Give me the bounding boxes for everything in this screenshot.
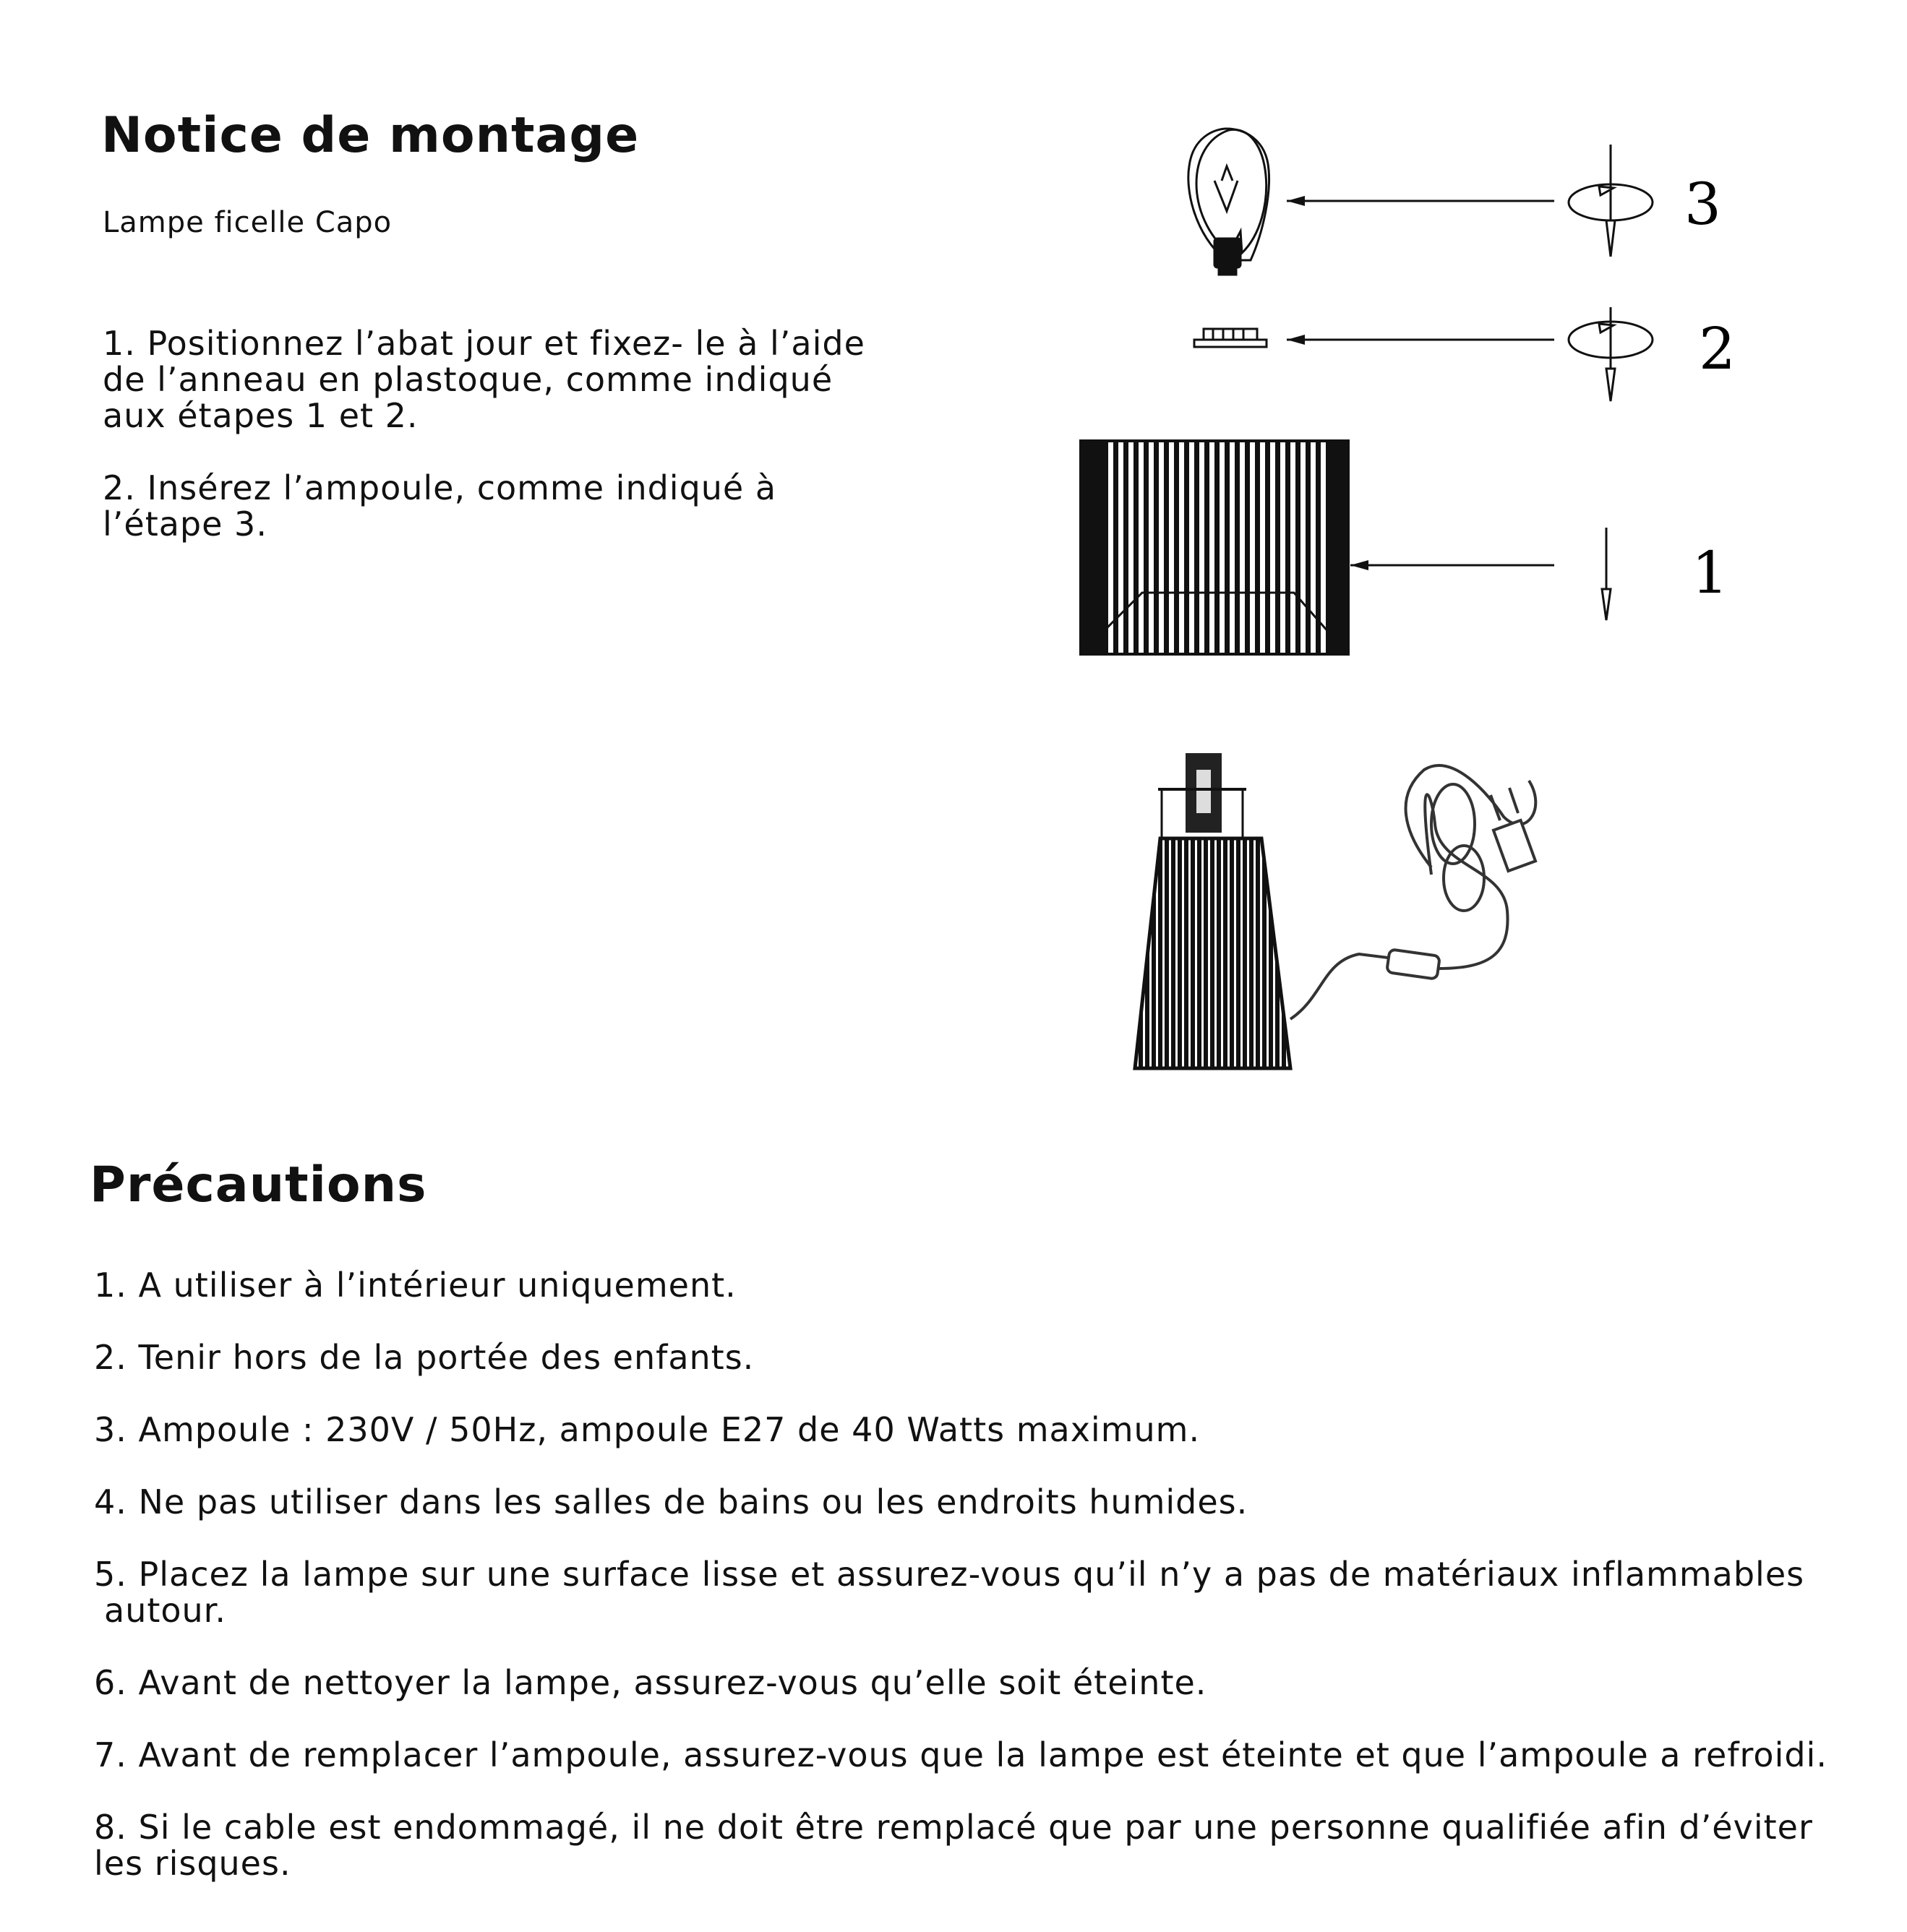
precaution-item: 2. Tenir hors de la portée des enfants.	[94, 1338, 755, 1377]
precaution-item-5-line1: 5. Placez la lampe sur une surface lisse et assurez-vous qu’il n’y a pas de matériaux inflammables	[94, 1555, 1805, 1594]
precaution-item: 7. Avant de remplacer l’ampoule, assurez-vous que la lampe est éteinte et que l’ampoule a refroidi.	[94, 1735, 1827, 1774]
step-label-1: 1	[1692, 539, 1728, 606]
precaution-item-5-line2: autour.	[104, 1591, 226, 1630]
assembly-step: 1. Positionnez l’abat jour et fixez- le à l’aide de l’anneau en plastoque, comme indiqué aux étapes 1 et 2.	[103, 324, 865, 435]
precaution-item: 6. Avant de nettoyer la lampe, assurez-vous qu’elle soit éteinte.	[94, 1663, 1207, 1702]
lampshade-icon	[1081, 441, 1348, 654]
precautions-list	[94, 1267, 1880, 1918]
page-title: Notice de montage	[101, 107, 640, 164]
bulb-icon	[1188, 129, 1269, 275]
down-arrow-icon	[1602, 589, 1611, 620]
precaution-item	[94, 1809, 1880, 1881]
precaution-item: 1. A utiliser à l’intérieur uniquement.	[94, 1266, 737, 1305]
power-cord-icon	[1290, 765, 1535, 1019]
rotate-icon	[1569, 307, 1653, 401]
precaution-item-8-line1: 8. Si le cable est endommagé, il ne doit être remplacé que par une personne qualifiée afin d’éviter	[94, 1808, 1813, 1847]
step-label-2: 2	[1699, 315, 1736, 382]
plastic-ring-icon	[1194, 329, 1267, 347]
rotate-icon	[1569, 145, 1653, 257]
precaution-item-8-line2: les risques.	[94, 1844, 291, 1883]
precaution-item: 4. Ne pas utiliser dans les salles de bains ou les endroits humides.	[94, 1482, 1248, 1521]
precaution-item: 3. Ampoule : 230V / 50Hz, ampoule E27 de 40 Watts maximum.	[94, 1410, 1201, 1449]
step-label-3: 3	[1684, 171, 1721, 238]
precaution-item	[94, 1556, 1880, 1628]
assembly-step: 2. Insérez l’ampoule, comme indiqué à l’étape 3.	[103, 468, 777, 544]
product-name: Lampe ficelle Capo	[103, 206, 393, 239]
precautions-title: Précautions	[90, 1156, 427, 1214]
plug-icon	[1491, 788, 1535, 871]
lamp-base-icon	[1135, 753, 1290, 1068]
switch-icon	[1387, 949, 1440, 979]
